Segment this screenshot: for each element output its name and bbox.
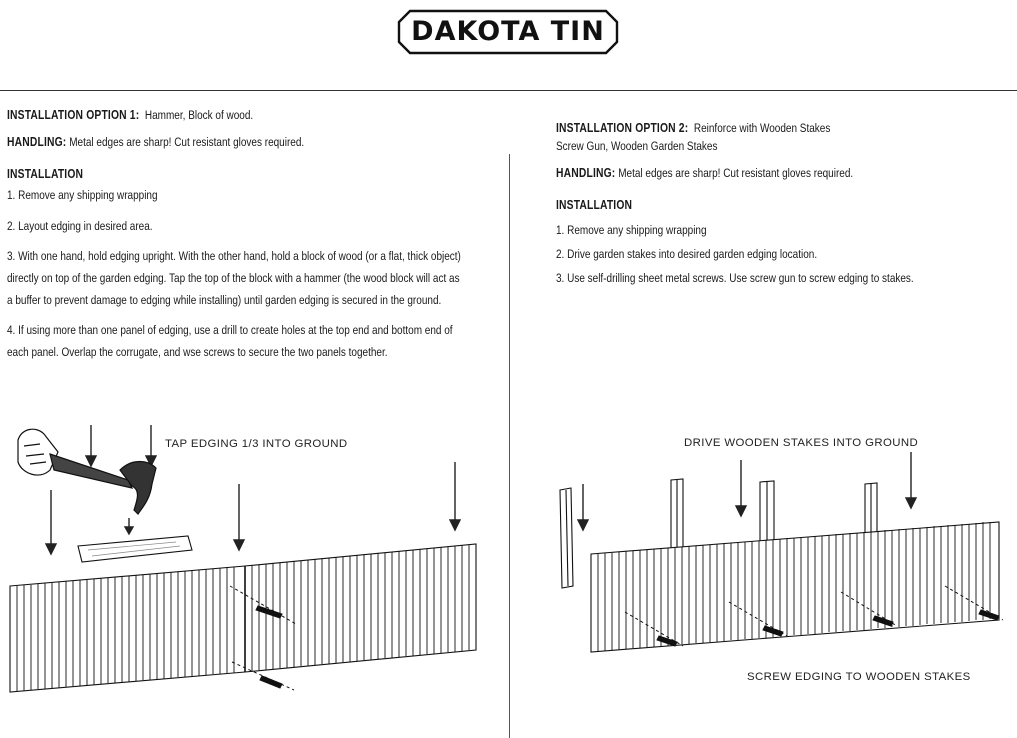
right-illustration-caption-bottom: SCREW EDGING TO WOODEN STAKES [747, 671, 971, 683]
left-step: each panel. Overlap the corrugate, and wse screws to secure the two panels together. [7, 345, 388, 359]
right-handling-text: Metal edges are sharp! Cut resistant gloves required. [618, 166, 854, 180]
left-handling-text: Metal edges are sharp! Cut resistant gloves required. [69, 135, 305, 149]
right-option-text-2: Screw Gun, Wooden Garden Stakes [556, 139, 718, 153]
left-illustration-caption: TAP EDGING 1/3 INTO GROUND [165, 438, 348, 450]
right-step: 2. Drive garden stakes into desired garden edging location. [556, 247, 818, 261]
left-step: 3. With one hand, hold edging upright. With the other hand, hold a block of wood (or a flat, thick object) [7, 249, 461, 263]
left-step: directly on top of the garden edging. Tap the top of the block with a hammer (the wood block will act as [7, 271, 460, 285]
left-step: a buffer to prevent damage to edging while installing) until garden edging is secured in the ground. [7, 293, 442, 307]
left-step: 2. Layout edging in desired area. [7, 219, 153, 233]
right-handling-line [556, 166, 853, 180]
right-handling-heading: HANDLING: [556, 166, 616, 180]
left-option-heading: INSTALLATION OPTION 1: [7, 108, 140, 122]
right-option-text: Reinforce with Wooden Stakes [693, 121, 831, 135]
hammer-edging-illustration [0, 400, 505, 700]
brand-name: DAKOTA TIN [411, 16, 605, 47]
left-handling-line [7, 135, 304, 149]
left-option-line [7, 108, 253, 122]
stakes-edging-illustration [515, 440, 1017, 670]
right-option-heading: INSTALLATION OPTION 2: [556, 121, 689, 135]
left-option-text: Hammer, Block of wood. [144, 108, 254, 122]
right-option-line [556, 121, 830, 135]
header-divider [0, 90, 1017, 91]
left-installation-heading: INSTALLATION [7, 167, 84, 181]
left-handling-heading: HANDLING: [7, 135, 67, 149]
column-divider [509, 154, 510, 738]
brand-logo [396, 8, 620, 56]
left-step: 4. If using more than one panel of edging, use a drill to create holes at the top end and bottom end of [7, 323, 453, 337]
right-illustration-caption-top: DRIVE WOODEN STAKES INTO GROUND [684, 437, 919, 449]
right-step: 1. Remove any shipping wrapping [556, 223, 707, 237]
right-installation-heading: INSTALLATION [556, 198, 633, 212]
left-step: 1. Remove any shipping wrapping [7, 188, 158, 202]
right-step: 3. Use self-drilling sheet metal screws. Use screw gun to screw edging to stakes. [556, 271, 914, 285]
